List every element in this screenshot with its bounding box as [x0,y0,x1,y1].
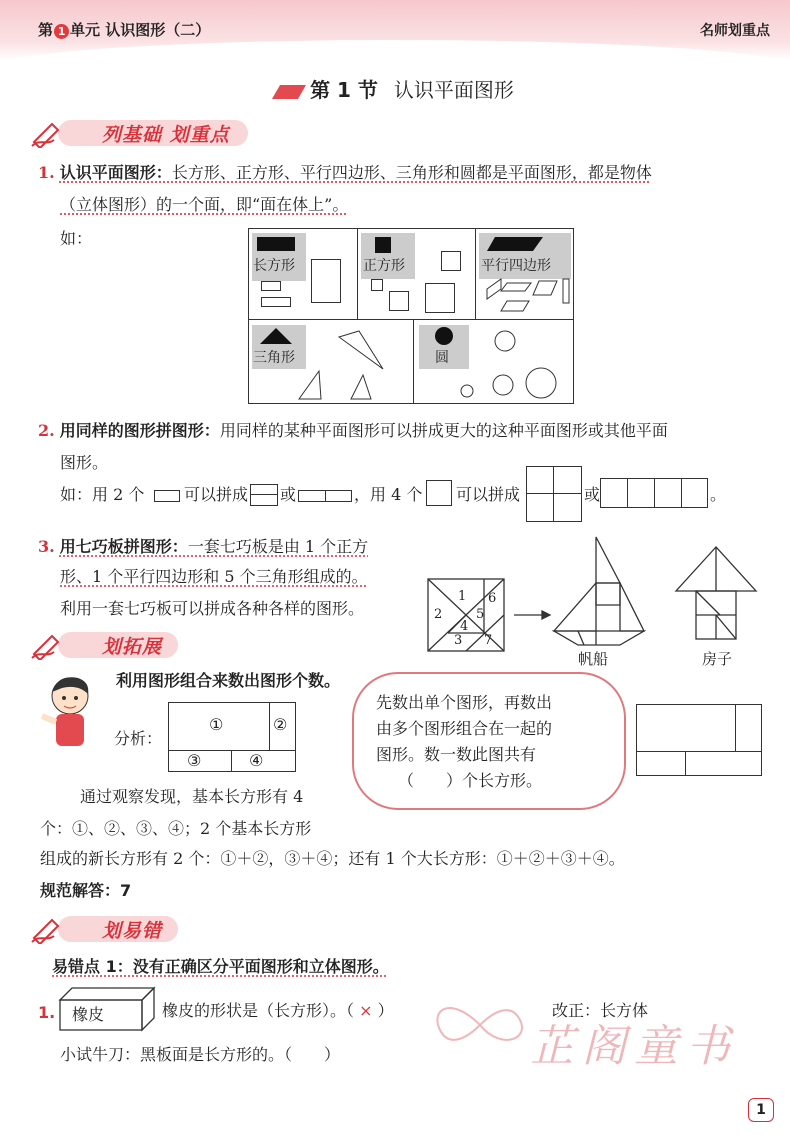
square-shape [389,291,409,311]
region-1: ① [209,715,224,734]
label-rectangle: 长方形 [253,258,295,274]
region-2: ② [273,715,288,734]
banner-extension: 划拓展 [30,630,190,660]
analysis-diagram [168,702,296,772]
stacked-rects [250,484,278,506]
analysis-label: 分析： [114,729,163,748]
row-of-squares [600,478,708,508]
header-right: 名师划重点 [700,23,770,39]
section-title: 第 1 节 认识平面图形 [0,74,790,103]
label-triangle: 三角形 [253,350,295,366]
pen-icon [30,914,70,944]
square-icon [375,237,391,253]
correction: 改正：长方体 [552,1001,649,1020]
shape-table [248,228,574,404]
answer: 规范解答：7 [40,881,132,900]
tangram-num: 1 [458,589,467,604]
banner-errors: 划易错 [30,914,190,944]
caption-house: 房子 [702,650,733,668]
unit-number-badge: 1 [54,24,69,39]
error-question: 橡皮的形状是（长方形）。（ × ） [162,1001,394,1020]
tangram-num: 6 [488,591,497,606]
try-it: 小试牛刀：黑板面是长方形的。（ ） [60,1045,341,1064]
rect-shape [261,297,291,307]
label-square: 正方形 [363,258,405,274]
region-3: ③ [187,751,202,770]
ext-line2: 个：①、②、③、④；2 个基本长方形 [40,819,312,838]
rect-shape [311,259,341,303]
error-point: 易错点 1：没有正确区分平面图形和立体图形。 [52,957,389,976]
point-2: 2. 用同样的图形拼图形：用同样的某种平面图形可以拼成更大的这种平面图形或其他平面 [38,421,668,440]
tangram-num: 7 [484,633,493,648]
title-marker-icon [272,85,306,99]
label-parallelogram: 平行四边形 [481,258,551,274]
error-q-num: 1. [38,1003,56,1022]
boy-avatar [38,672,100,752]
caption-boat: 帆船 [578,650,609,668]
point-2-example: 如：用 2 个 可以拼成 或 ，用 4 个 可以拼成 或 。 [60,484,780,514]
tangram-num: 2 [434,607,443,622]
point-1: 1. 认识平面图形：长方形、正方形、平行四边形、三角形和圆都是平面图形，都是物体 [38,163,652,182]
small-square [426,480,452,506]
point-2-line2: 图形。 [60,453,109,472]
big-square-4 [526,466,582,522]
banner-basics: 列基础 划重点 [30,118,260,148]
label-circle: 圆 [435,350,449,366]
pen-icon [30,118,70,148]
side-rects [298,490,352,502]
ext-title: 利用图形组合来数出图形个数。 [116,671,341,690]
parallelogram-icon [485,235,545,253]
circles [415,323,575,403]
example-label: 如： [60,229,93,248]
tangram-numbers [424,535,514,665]
cloud-text: 先数出单个图形，再数出 由多个图形组合在一起的 图形。数一数此图共有 （ ）个长方形。 [376,693,553,790]
point-3-line2: 形、1 个平行四边形和 5 个三角形组成的。 [60,567,368,586]
triangles [279,329,409,403]
unit-title: 第 1 单元 认识图形（二） [38,21,211,39]
small-rect [154,490,180,502]
rect-shape [261,281,281,291]
parallelograms [485,277,575,317]
page-number: 1 [748,1098,774,1122]
wrong-mark: × [359,1001,373,1020]
square-shape [425,283,455,313]
square-shape [441,251,461,271]
region-4: ④ [249,751,264,770]
ext-line1: 通过观察发现，基本长方形有 4 [80,787,304,806]
watermark: 芷阁童书 [530,1021,738,1072]
bow-decoration [430,990,530,1060]
tangram-num: 3 [454,633,463,648]
eraser-label: 橡皮 [72,1005,105,1024]
pen-icon [30,630,70,660]
point-3: 3. 用七巧板拼图形：一套七巧板是由 1 个正方 [38,537,369,556]
square-shape [371,279,383,291]
tangram-num: 4 [460,619,469,634]
point-3-line3: 利用一套七巧板可以拼成各种各样的图形。 [60,599,365,618]
ext-line3: 组成的新长方形有 2 个：①＋②，③＋④；还有 1 个大长方形：①＋②＋③＋④。 [40,849,625,868]
tangram-num: 5 [476,607,485,622]
rectangle-icon [257,237,295,251]
point-1-line2: （立体图形）的一个面，即“面在体上”。 [60,195,349,214]
count-diagram [636,704,762,776]
